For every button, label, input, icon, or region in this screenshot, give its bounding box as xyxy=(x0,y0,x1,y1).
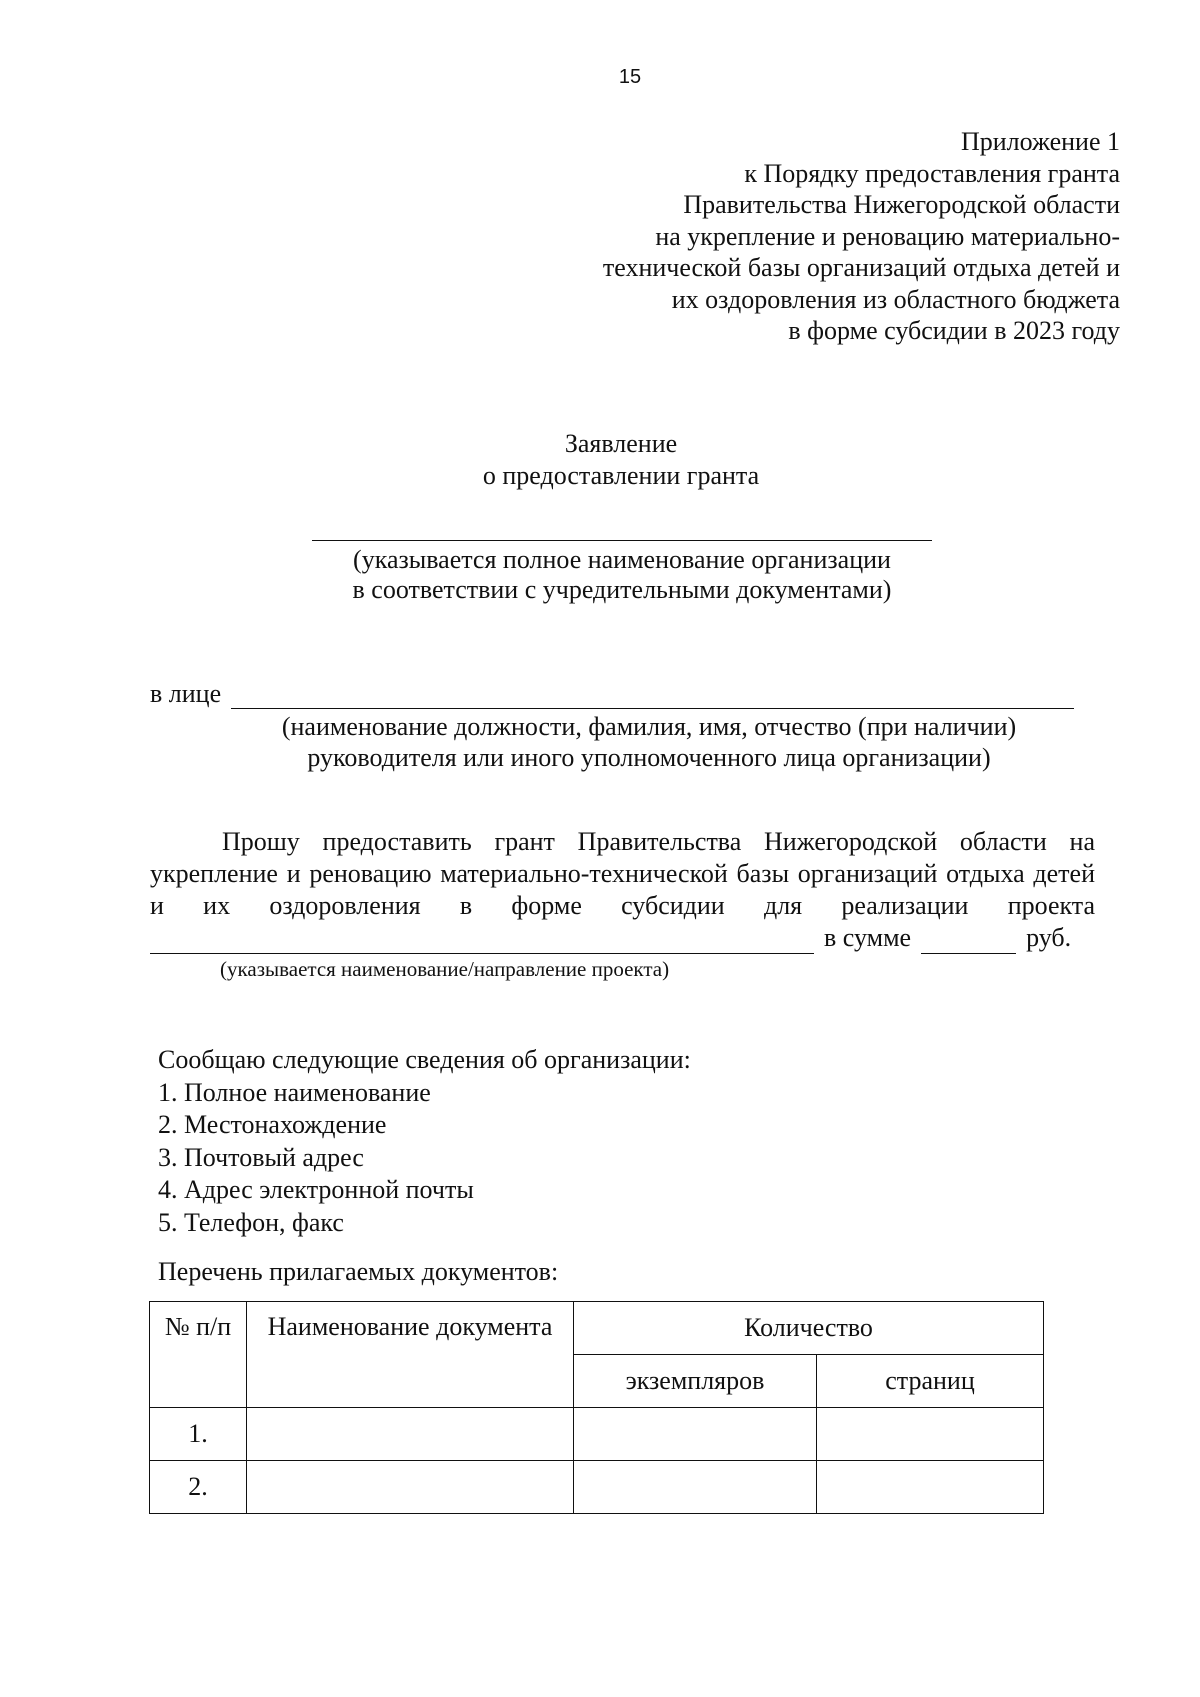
title-line-1: Заявление xyxy=(564,429,678,458)
table-row xyxy=(150,1461,1044,1514)
header-pages: страниц xyxy=(817,1355,1044,1408)
documents-table xyxy=(149,1301,1044,1514)
row-document-name[interactable] xyxy=(247,1408,574,1461)
row-pages[interactable] xyxy=(817,1408,1044,1461)
representative-block xyxy=(150,678,1074,773)
request-text: Прошу предоставить грант Правительства Нижегородской области на укрепление и реновацию материально-технической базы организаций отдыха детей и их оздоровления в форме субсидии для реализации проекта xyxy=(150,827,1095,920)
representative-field[interactable] xyxy=(231,684,1074,709)
appendix-line: в форме субсидии в 2023 году xyxy=(788,316,1120,345)
header-number: № п/п xyxy=(150,1302,247,1408)
page-number: 15 xyxy=(618,66,642,88)
list-item: 2. Местонахождение xyxy=(158,1110,387,1139)
list-item: 3. Почтовый адрес xyxy=(158,1142,364,1172)
header-copies: экземпляров xyxy=(574,1355,817,1408)
representative-caption-line-1: (наименование должности, фамилия, имя, отчество (при наличии) xyxy=(281,712,1017,741)
sum-field[interactable] xyxy=(921,927,1016,954)
request-paragraph xyxy=(150,826,1095,982)
row-copies[interactable] xyxy=(574,1461,817,1514)
appendix-line: к Порядку предоставления гранта xyxy=(744,158,1120,188)
organization-caption-line-2: в соответствии с учредительными документами) xyxy=(352,575,892,604)
appendix-line: технической базы организаций отдыха детей и xyxy=(602,253,1120,282)
row-number: 1. xyxy=(150,1408,247,1461)
organization-info-list xyxy=(158,1077,1058,1240)
sum-label: в сумме xyxy=(824,923,912,952)
document-title xyxy=(0,428,1200,491)
appendix-line: на укрепление и реновацию материально- xyxy=(655,221,1120,251)
row-document-name[interactable] xyxy=(247,1461,574,1514)
appendix-header xyxy=(500,126,1120,347)
documents-label: Перечень прилагаемых документов: xyxy=(158,1257,559,1286)
project-caption: (указывается наименование/направление проекта) xyxy=(220,957,670,981)
row-number: 2. xyxy=(150,1461,247,1514)
list-item: 5. Телефон, факс xyxy=(158,1207,344,1237)
appendix-line: их оздоровления из областного бюджета xyxy=(671,284,1120,314)
currency-label: руб. xyxy=(1026,923,1072,952)
representative-label: в лице xyxy=(150,679,222,708)
organization-name-block xyxy=(312,512,932,605)
list-item: 4. Адрес электронной почты xyxy=(158,1175,474,1204)
list-item: 1. Полное наименование xyxy=(158,1077,431,1107)
row-pages[interactable] xyxy=(817,1461,1044,1514)
project-name-field[interactable] xyxy=(150,927,814,954)
title-line-2: о предоставлении гранта xyxy=(482,460,760,490)
organization-info-intro: Сообщаю следующие сведения об организации: xyxy=(158,1045,691,1074)
table-row xyxy=(150,1408,1044,1461)
appendix-line: Правительства Нижегородской области xyxy=(683,190,1120,219)
organization-name-field[interactable] xyxy=(312,512,932,541)
header-document-name: Наименование документа xyxy=(247,1302,574,1408)
organization-caption-line-1: (указывается полное наименование организации xyxy=(353,545,891,574)
organization-info xyxy=(158,1044,1058,1239)
appendix-line: Приложение 1 xyxy=(960,127,1120,156)
row-copies[interactable] xyxy=(574,1408,817,1461)
header-quantity: Количество xyxy=(574,1302,1044,1355)
representative-caption-line-2: руководителя или иного уполномоченного лица организации) xyxy=(307,743,991,772)
